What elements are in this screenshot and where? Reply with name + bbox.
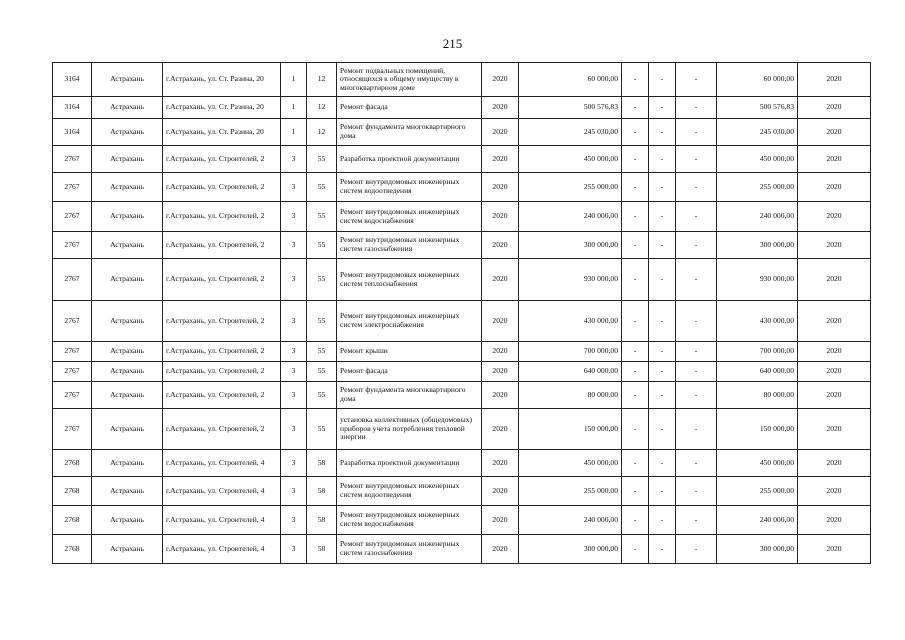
cell-amount: 60 000,00 <box>519 63 622 97</box>
cell-year-end: 2020 <box>798 119 871 146</box>
table-row <box>53 259 871 301</box>
cell-amount: 930 000,00 <box>519 259 622 301</box>
cell-dash-3: - <box>676 409 717 450</box>
cell-dash-1: - <box>622 362 649 382</box>
cell-amount: 430 000,00 <box>519 301 622 342</box>
cell-address: г.Астрахань, ул. Строителей, 2 <box>163 202 281 232</box>
cell-dash-1: - <box>622 63 649 97</box>
cell-dash-2: - <box>649 506 676 535</box>
cell-total: 240 000,00 <box>717 202 798 232</box>
cell-work-type: Ремонт внутридомовых инженерных систем водоснабжения <box>337 202 482 232</box>
cell-total: 150 000,00 <box>717 409 798 450</box>
cell-year-end: 2020 <box>798 450 871 477</box>
cell-address: г.Астрахань, ул. Строителей, 2 <box>163 259 281 301</box>
cell-address: г.Астрахань, ул. Строителей, 2 <box>163 146 281 173</box>
cell-dash-1: - <box>622 97 649 119</box>
cell-work-type: Ремонт внутридомовых инженерных систем водоотведения <box>337 173 482 202</box>
cell-work-type: Ремонт крыши <box>337 342 482 362</box>
cell-apartments: 12 <box>307 97 337 119</box>
cell-dash-3: - <box>676 342 717 362</box>
cell-city: Астрахань <box>92 63 163 97</box>
cell-work-type: Ремонт внутридомовых инженерных систем водоснабжения <box>337 506 482 535</box>
cell-address: г.Астрахань, ул. Строителей, 2 <box>163 382 281 409</box>
cell-dash-2: - <box>649 342 676 362</box>
cell-work-type: Ремонт внутридомовых инженерных систем электроснабжения <box>337 301 482 342</box>
cell-city: Астрахань <box>92 146 163 173</box>
cell-total: 450 000,00 <box>717 146 798 173</box>
cell-city: Астрахань <box>92 506 163 535</box>
cell-total: 430 000,00 <box>717 301 798 342</box>
cell-entrances: 3 <box>281 506 307 535</box>
cell-dash-3: - <box>676 506 717 535</box>
cell-year-end: 2020 <box>798 146 871 173</box>
cell-amount: 255 000,00 <box>519 477 622 506</box>
cell-work-type: Ремонт фасада <box>337 362 482 382</box>
cell-dash-3: - <box>676 146 717 173</box>
cell-entrances: 3 <box>281 202 307 232</box>
cell-address: г.Астрахань, ул. Ст. Разина, 20 <box>163 119 281 146</box>
cell-dash-2: - <box>649 409 676 450</box>
cell-year: 2020 <box>482 173 519 202</box>
cell-work-type: Ремонт внутридомовых инженерных систем газоснабжения <box>337 232 482 259</box>
cell-id: 2768 <box>53 535 92 564</box>
cell-id: 2767 <box>53 301 92 342</box>
cell-apartments: 55 <box>307 362 337 382</box>
cell-dash-1: - <box>622 382 649 409</box>
cell-dash-2: - <box>649 450 676 477</box>
cell-amount: 450 000,00 <box>519 146 622 173</box>
cell-apartments: 55 <box>307 259 337 301</box>
cell-amount: 640 000,00 <box>519 362 622 382</box>
cell-total: 640 000,00 <box>717 362 798 382</box>
cell-entrances: 3 <box>281 146 307 173</box>
cell-work-type: установка коллективных (общедомовых) приборов учета потребления тепловой энергии <box>337 409 482 450</box>
table-row <box>53 97 871 119</box>
cell-year-end: 2020 <box>798 97 871 119</box>
cell-amount: 150 000,00 <box>519 409 622 450</box>
cell-dash-3: - <box>676 382 717 409</box>
cell-entrances: 3 <box>281 362 307 382</box>
table-row <box>53 477 871 506</box>
cell-dash-2: - <box>649 477 676 506</box>
cell-apartments: 55 <box>307 382 337 409</box>
cell-apartments: 58 <box>307 477 337 506</box>
cell-entrances: 3 <box>281 232 307 259</box>
cell-id: 2767 <box>53 362 92 382</box>
cell-year-end: 2020 <box>798 202 871 232</box>
table-row <box>53 450 871 477</box>
cell-dash-1: - <box>622 535 649 564</box>
cell-city: Астрахань <box>92 382 163 409</box>
cell-total: 700 000,00 <box>717 342 798 362</box>
table-row <box>53 232 871 259</box>
cell-id: 3164 <box>53 63 92 97</box>
cell-year: 2020 <box>482 119 519 146</box>
cell-entrances: 1 <box>281 119 307 146</box>
cell-id: 2768 <box>53 477 92 506</box>
cell-work-type: Ремонт внутридомовых инженерных систем водоотведения <box>337 477 482 506</box>
cell-year-end: 2020 <box>798 173 871 202</box>
cell-address: г.Астрахань, ул. Строителей, 4 <box>163 477 281 506</box>
cell-dash-2: - <box>649 119 676 146</box>
cell-dash-2: - <box>649 232 676 259</box>
cell-year: 2020 <box>482 450 519 477</box>
cell-year: 2020 <box>482 382 519 409</box>
cell-year-end: 2020 <box>798 409 871 450</box>
cell-total: 240 000,00 <box>717 506 798 535</box>
cell-total: 300 000,00 <box>717 232 798 259</box>
cell-dash-3: - <box>676 202 717 232</box>
cell-dash-3: - <box>676 535 717 564</box>
cell-entrances: 3 <box>281 173 307 202</box>
cell-work-type: Ремонт фундамента многоквартирного дома <box>337 119 482 146</box>
table-row <box>53 342 871 362</box>
cell-address: г.Астрахань, ул. Строителей, 4 <box>163 535 281 564</box>
cell-amount: 240 000,00 <box>519 202 622 232</box>
cell-address: г.Астрахань, ул. Ст. Разина, 20 <box>163 63 281 97</box>
cell-dash-3: - <box>676 362 717 382</box>
cell-total: 930 000,00 <box>717 259 798 301</box>
cell-apartments: 55 <box>307 146 337 173</box>
table-row <box>53 119 871 146</box>
cell-city: Астрахань <box>92 535 163 564</box>
cell-apartments: 55 <box>307 301 337 342</box>
cell-apartments: 12 <box>307 63 337 97</box>
cell-entrances: 3 <box>281 450 307 477</box>
cell-dash-2: - <box>649 173 676 202</box>
cell-address: г.Астрахань, ул. Строителей, 4 <box>163 506 281 535</box>
cell-dash-2: - <box>649 97 676 119</box>
cell-dash-3: - <box>676 232 717 259</box>
cell-total: 450 000,00 <box>717 450 798 477</box>
cell-total: 245 030,00 <box>717 119 798 146</box>
cell-dash-3: - <box>676 477 717 506</box>
cell-amount: 240 000,00 <box>519 506 622 535</box>
cell-dash-2: - <box>649 202 676 232</box>
cell-dash-3: - <box>676 259 717 301</box>
cell-dash-3: - <box>676 450 717 477</box>
cell-id: 2768 <box>53 506 92 535</box>
cell-year: 2020 <box>482 362 519 382</box>
cell-apartments: 58 <box>307 506 337 535</box>
cell-amount: 80 000,00 <box>519 382 622 409</box>
table-row <box>53 173 871 202</box>
cell-year-end: 2020 <box>798 232 871 259</box>
cell-city: Астрахань <box>92 477 163 506</box>
cell-dash-1: - <box>622 259 649 301</box>
cell-total: 80 000,00 <box>717 382 798 409</box>
cell-city: Астрахань <box>92 259 163 301</box>
cell-year-end: 2020 <box>798 301 871 342</box>
cell-apartments: 55 <box>307 232 337 259</box>
cell-entrances: 3 <box>281 477 307 506</box>
cell-year: 2020 <box>482 301 519 342</box>
cell-address: г.Астрахань, ул. Строителей, 2 <box>163 173 281 202</box>
cell-dash-1: - <box>622 173 649 202</box>
cell-entrances: 3 <box>281 301 307 342</box>
cell-amount: 450 000,00 <box>519 450 622 477</box>
table-row <box>53 362 871 382</box>
cell-apartments: 12 <box>307 119 337 146</box>
cell-total: 255 000,00 <box>717 477 798 506</box>
table-row <box>53 535 871 564</box>
cell-year-end: 2020 <box>798 362 871 382</box>
cell-apartments: 58 <box>307 535 337 564</box>
cell-id: 2767 <box>53 382 92 409</box>
cell-total: 255 000,00 <box>717 173 798 202</box>
cell-address: г.Астрахань, ул. Строителей, 2 <box>163 301 281 342</box>
page-number: 215 <box>442 36 463 51</box>
cell-amount: 245 030,00 <box>519 119 622 146</box>
cell-year: 2020 <box>482 477 519 506</box>
cell-year: 2020 <box>482 97 519 119</box>
cell-entrances: 3 <box>281 382 307 409</box>
cell-id: 2767 <box>53 173 92 202</box>
cell-total: 300 000,00 <box>717 535 798 564</box>
cell-dash-1: - <box>622 409 649 450</box>
cell-year: 2020 <box>482 342 519 362</box>
cell-city: Астрахань <box>92 409 163 450</box>
repair-table <box>52 62 871 564</box>
table-row <box>53 146 871 173</box>
cell-dash-3: - <box>676 63 717 97</box>
cell-address: г.Астрахань, ул. Строителей, 2 <box>163 409 281 450</box>
cell-dash-1: - <box>622 146 649 173</box>
cell-entrances: 3 <box>281 535 307 564</box>
cell-city: Астрахань <box>92 450 163 477</box>
cell-dash-2: - <box>649 301 676 342</box>
cell-apartments: 55 <box>307 173 337 202</box>
table-body <box>53 63 871 564</box>
cell-work-type: Ремонт внутридомовых инженерных систем теплоснабжения <box>337 259 482 301</box>
cell-city: Астрахань <box>92 301 163 342</box>
cell-work-type: Ремонт фасада <box>337 97 482 119</box>
cell-entrances: 1 <box>281 63 307 97</box>
cell-id: 2767 <box>53 259 92 301</box>
cell-dash-2: - <box>649 382 676 409</box>
cell-apartments: 55 <box>307 202 337 232</box>
cell-dash-2: - <box>649 146 676 173</box>
cell-year: 2020 <box>482 63 519 97</box>
cell-id: 3164 <box>53 119 92 146</box>
cell-work-type: Разработка проектной документации <box>337 450 482 477</box>
cell-id: 2767 <box>53 232 92 259</box>
cell-city: Астрахань <box>92 173 163 202</box>
cell-dash-2: - <box>649 63 676 97</box>
cell-year: 2020 <box>482 409 519 450</box>
cell-amount: 300 000,00 <box>519 232 622 259</box>
cell-entrances: 3 <box>281 409 307 450</box>
cell-city: Астрахань <box>92 119 163 146</box>
table-row <box>53 382 871 409</box>
cell-work-type: Разработка проектной документации <box>337 146 482 173</box>
cell-apartments: 58 <box>307 450 337 477</box>
cell-dash-3: - <box>676 301 717 342</box>
cell-entrances: 1 <box>281 97 307 119</box>
cell-address: г.Астрахань, ул. Строителей, 4 <box>163 450 281 477</box>
cell-dash-1: - <box>622 477 649 506</box>
cell-dash-1: - <box>622 301 649 342</box>
cell-dash-3: - <box>676 173 717 202</box>
cell-year-end: 2020 <box>798 535 871 564</box>
table-row <box>53 301 871 342</box>
cell-city: Астрахань <box>92 342 163 362</box>
cell-entrances: 3 <box>281 342 307 362</box>
table-row <box>53 202 871 232</box>
cell-work-type: Ремонт подвальных помещений, относящихся к общему имуществу в многоквартирном доме <box>337 63 482 97</box>
cell-apartments: 55 <box>307 342 337 362</box>
cell-address: г.Астрахань, ул. Строителей, 2 <box>163 362 281 382</box>
table-row <box>53 409 871 450</box>
cell-work-type: Ремонт фундамента многоквартирного дома <box>337 382 482 409</box>
cell-year: 2020 <box>482 232 519 259</box>
cell-year-end: 2020 <box>798 259 871 301</box>
cell-year-end: 2020 <box>798 342 871 362</box>
cell-dash-2: - <box>649 259 676 301</box>
cell-id: 3164 <box>53 97 92 119</box>
cell-city: Астрахань <box>92 362 163 382</box>
cell-year: 2020 <box>482 506 519 535</box>
cell-apartments: 55 <box>307 409 337 450</box>
cell-year: 2020 <box>482 146 519 173</box>
cell-year-end: 2020 <box>798 63 871 97</box>
cell-address: г.Астрахань, ул. Строителей, 2 <box>163 232 281 259</box>
cell-dash-1: - <box>622 342 649 362</box>
cell-city: Астрахань <box>92 97 163 119</box>
cell-year-end: 2020 <box>798 506 871 535</box>
cell-city: Астрахань <box>92 202 163 232</box>
cell-dash-1: - <box>622 232 649 259</box>
cell-year: 2020 <box>482 202 519 232</box>
cell-id: 2767 <box>53 202 92 232</box>
cell-entrances: 3 <box>281 259 307 301</box>
cell-dash-1: - <box>622 506 649 535</box>
cell-year-end: 2020 <box>798 382 871 409</box>
cell-address: г.Астрахань, ул. Ст. Разина, 20 <box>163 97 281 119</box>
cell-id: 2767 <box>53 342 92 362</box>
cell-amount: 500 576,83 <box>519 97 622 119</box>
cell-id: 2767 <box>53 409 92 450</box>
cell-amount: 255 000,00 <box>519 173 622 202</box>
cell-address: г.Астрахань, ул. Строителей, 2 <box>163 342 281 362</box>
cell-total: 500 576,83 <box>717 97 798 119</box>
cell-dash-1: - <box>622 119 649 146</box>
cell-year-end: 2020 <box>798 477 871 506</box>
cell-dash-3: - <box>676 119 717 146</box>
table-row <box>53 506 871 535</box>
cell-work-type: Ремонт внутридомовых инженерных систем газоснабжения <box>337 535 482 564</box>
cell-year: 2020 <box>482 259 519 301</box>
cell-city: Астрахань <box>92 232 163 259</box>
cell-year: 2020 <box>482 535 519 564</box>
cell-id: 2767 <box>53 146 92 173</box>
cell-total: 60 000,00 <box>717 63 798 97</box>
cell-amount: 300 000,00 <box>519 535 622 564</box>
cell-dash-1: - <box>622 450 649 477</box>
cell-dash-3: - <box>676 97 717 119</box>
table-row <box>53 63 871 97</box>
cell-id: 2768 <box>53 450 92 477</box>
cell-amount: 700 000,00 <box>519 342 622 362</box>
cell-dash-2: - <box>649 362 676 382</box>
cell-dash-1: - <box>622 202 649 232</box>
cell-dash-2: - <box>649 535 676 564</box>
